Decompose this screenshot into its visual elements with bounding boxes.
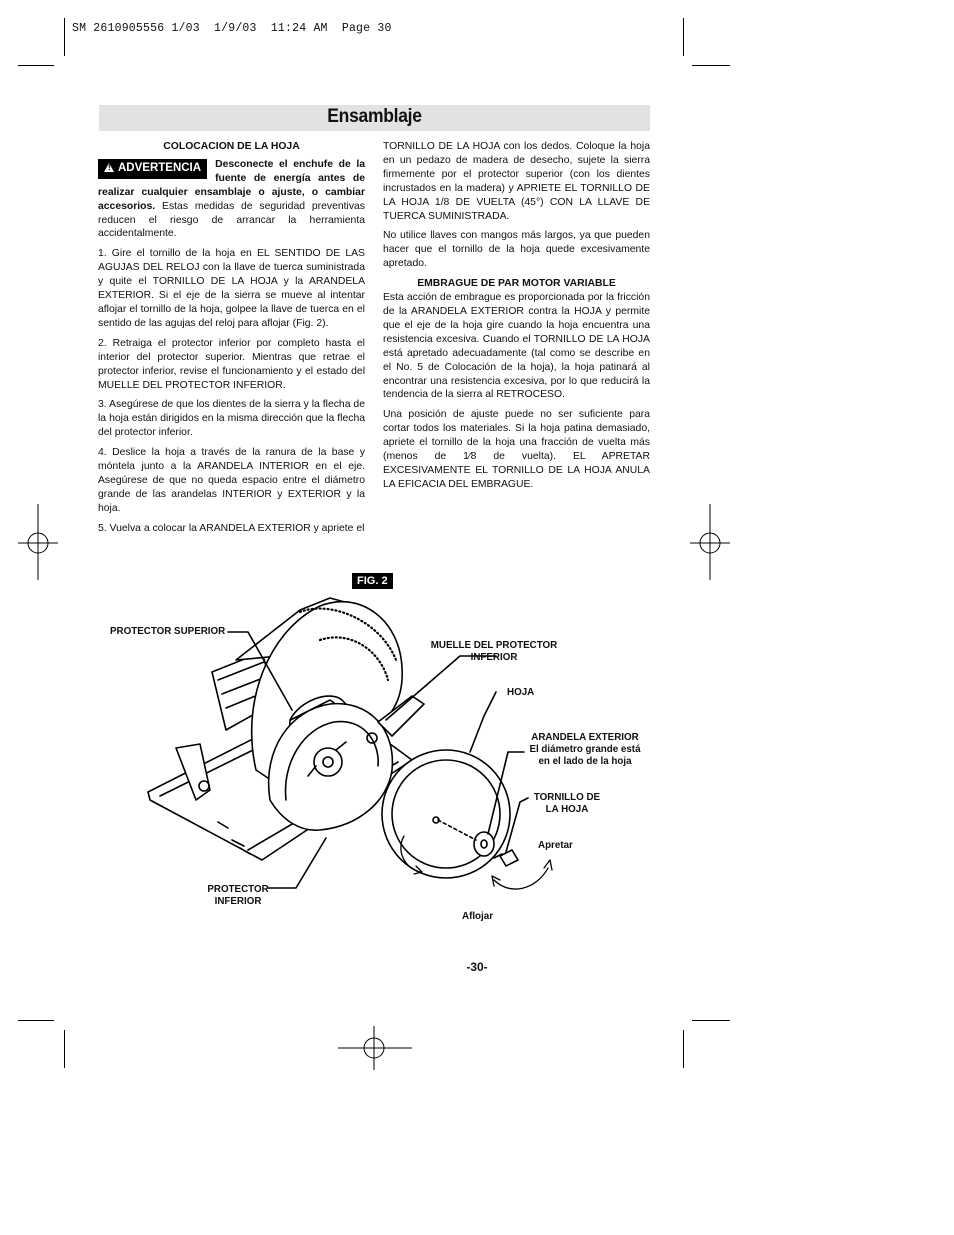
section-heading: EMBRAGUE DE PAR MOTOR VARIABLE [417, 278, 616, 290]
paragraph: TORNILLO DE LA HOJA con los dedos. Coloque la hoja en un pedazo de madera de desecho, sujete la sierra firmemente por el protector superior (con los dientes incrustados en la madera) y APRIETE EL TORNILLO DE LA HOJA 1/8 DE VUELTA (45°) CON LA LLAVE DE TUERCA SUMINISTRADA. [383, 141, 650, 222]
callout-line: INFERIOR [470, 652, 518, 663]
saw-blade [382, 750, 510, 878]
warning-icon: ! [104, 163, 114, 172]
section-heading: COLOCACION DE LA HOJA [163, 141, 300, 152]
callout-blade-bolt [532, 792, 602, 816]
callout-tighten: Apretar [538, 840, 573, 851]
warning-bold-text: Desconecte el enchufe de la fuente de energía antes de realizar cualquier ensamblaje o ajuste, o cambiar accesorios. [98, 158, 365, 212]
step-1: 1. Gire el tornillo de la hoja en EL SENTIDO DE LAS AGUJAS DEL RELOJ con la llave de tuerca suministrada y quite el TORNILLO DE LA HOJA y la ARANDELA EXTERIOR. Si el eje de la sierra se mueve al intentar aflojar el tornillo de la hoja, golpee la llave de tuerca en el sentido de las agujas del reloj para aflojar (Fig. 2). [98, 248, 365, 329]
callout-guard-spring [430, 640, 558, 664]
figure-label: FIG. 2 [352, 573, 393, 589]
step-4: 4. Deslice la hoja a través de la ranura de la base y móntela junto a la ARANDELA INTERIOR en el eje. Asegúrese de que no queda espacio entre el diámetro grande de las arandelas INTERIOR y EXTERIOR y la hoja. [98, 447, 365, 514]
callout-line: ARANDELA EXTERIOR [531, 732, 639, 743]
step-3: 3. Asegúrese de que los dientes de la sierra y la flecha de la hoja están dirigidos en la misma dirección que la flecha del protector inferior. [98, 399, 365, 439]
step-2: 2. Retraiga el protector inferior por completo hasta el interior del protector superior. Mientras que retrae el protector inferior, revise el funcionamiento y el estado del MUELLE DEL PROTECTOR INFERIOR. [98, 337, 365, 391]
callout-blade: HOJA [507, 687, 535, 698]
callout-line: PROTECTOR [207, 884, 269, 895]
callout-upper-guard: PROTECTOR SUPERIOR [110, 626, 226, 637]
outer-washer [474, 832, 494, 856]
paragraph: Una posición de ajuste puede no ser suficiente para cortar todos los materiales. Si la hoja patina demasiado, apriete el tornillo de la hoja una fracción de vuelta más (menos de 1⁄8 de vuelta). EL APRETAR EXCESIVAMENTE EL TORNILLO DE LA HOJA ANULA LA EFICACIA DEL EMBRAGUE. [383, 409, 650, 490]
callout-line: LA HOJA [545, 804, 589, 815]
warning-label: ADVERTENCIA [118, 161, 202, 174]
page-title: Ensamblaje [327, 106, 422, 127]
page-number: -30- [466, 960, 488, 974]
callout-outer-washer [526, 732, 644, 768]
callout-line: El diámetro grande está [529, 744, 641, 755]
step-5: 5. Vuelva a colocar la ARANDELA EXTERIOR y apriete el [98, 522, 365, 534]
callout-line: TORNILLO DE [533, 792, 601, 803]
warning-rest-text: Estas medidas de seguridad preventivas reducen el riesgo de arrancar la herramienta accidentalmente. [98, 200, 365, 240]
paragraph: No utilice llaves con mangos más largos, ya que pueden hacer que el tornillo de la hoja quede excesivamente apretado. [383, 230, 650, 270]
callout-loosen: Aflojar [462, 911, 494, 922]
callout-line: en el lado de la hoja [538, 756, 632, 767]
callout-line: MUELLE DEL PROTECTOR [430, 640, 558, 651]
callout-lower-guard [204, 884, 272, 908]
print-slug: SM 2610905556 1/03 1/9/03 11:24 AM Page 30 [72, 22, 392, 35]
callout-line: INFERIOR [214, 896, 262, 907]
paragraph: Esta acción de embrague es proporcionada por la fricción de la ARANDELA EXTERIOR contra la HOJA y permite que el eje de la hoja gire cuando la hoja encuentra una resistencia excesiva. Cuando el TORNILLO DE LA HOJA está apretado adecuadamente (tal como se describe en el No. 5 de Colocación de la hoja), la hoja patinará al encontrar una resistencia excesiva, por lo que reducirá la tendencia de la sierra al RETROCESO. [383, 292, 650, 401]
